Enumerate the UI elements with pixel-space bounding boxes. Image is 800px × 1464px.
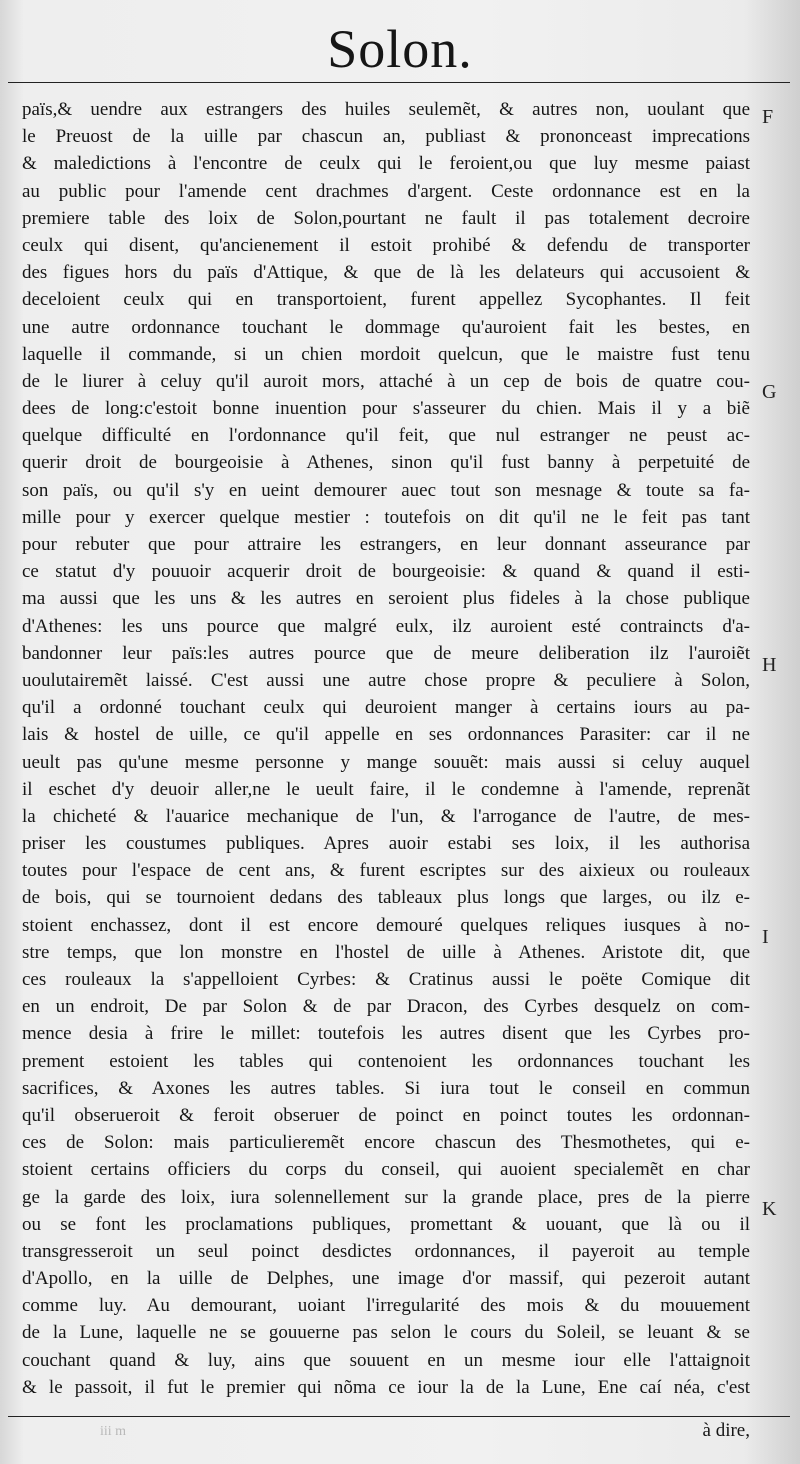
- text-line: païs,& uendre aux estrangers des huiles seulemẽt, & autres non, uoulant que: [22, 99, 750, 120]
- text-line: qu'il obserueroit & feroit obseruer de poinct en poinct toutes les ordonnan-: [22, 1104, 750, 1126]
- text-line: de la Lune, laquelle ne se gouuerne pas selon le cours du Soleil, se leuant & se: [22, 1322, 750, 1344]
- text-line: sacrifices, & Axones les autres tables. Si iura tout le conseil en commun: [22, 1077, 750, 1099]
- text-line: son païs, ou qu'il s'y en ueint demourer auec tout son mesnage & toute sa fa-: [22, 479, 750, 501]
- text-line: en un endroit, De par Solon & de par Dracon, des Cyrbes desquelz on com-: [22, 996, 750, 1018]
- text-line: lais & hostel de uille, ce qu'il appelle en ses ordonnances Parasiter: car il ne: [22, 724, 750, 746]
- text-line: ueult pas qu'une mesme personne y mange souuẽt: mais aussi si celuy auquel: [22, 751, 750, 773]
- text-line: la chicheté & l'auarice mechanique de l'un, & l'arrogance de l'autre, de mes-: [22, 805, 750, 827]
- text-line: des figues hors du païs d'Attique, & que de là les delateurs qui accusoient &: [22, 262, 750, 284]
- margin-letter-k: K: [762, 1198, 777, 1220]
- text-line: laquelle il commande, si un chien mordoit quelcun, que le maistre fust tenu: [22, 343, 750, 365]
- text-line: stoient enchassez, dont il est encore demouré quelques reliques iusques à no-: [22, 914, 750, 936]
- text-line: bandonner leur païs:les autres pource que de meure deliberation ilz l'auroiẽt: [22, 642, 750, 664]
- text-line: qu'il a ordonné touchant ceulx qui deuroient manger à certains iours au pa-: [22, 697, 750, 719]
- text-line: de le liurer à celuy qu'il auroit mors, attaché à un cep de bois de quatre cou-: [22, 370, 750, 392]
- text-line: & maledictions à l'encontre de ceulx qui le feroient,ou que luy mesme paiast: [22, 153, 750, 175]
- text-line: ou se font les proclamations publiques, promettant & uouant, que là ou il: [22, 1213, 750, 1235]
- text-line: d'Apollo, en la uille de Delphes, une image d'or massif, qui pezeroit autant: [22, 1268, 750, 1290]
- body-text: [22, 96, 750, 1401]
- text-line: ma aussi que les uns & les autres en seroient plus fideles à la chose publique: [22, 588, 750, 610]
- text-line: une autre ordonnance touchant le dommage qu'auroient fait les bestes, en: [22, 316, 750, 338]
- text-line: mille pour y exercer quelque mestier : toutefois on dit qu'il ne le feit pas tant: [22, 506, 750, 528]
- catchword: à dire,: [702, 1420, 750, 1441]
- footer-rule: [8, 1416, 790, 1417]
- text-line: ceulx qui disent, qu'ancienement il estoit prohibé & defendu de transporter: [22, 234, 750, 256]
- text-line: ces de Solon: mais particulieremẽt encore chascun des Thesmothetes, qui e-: [22, 1132, 750, 1154]
- margin-letter-g: G: [762, 381, 777, 403]
- text-line: il eschet d'y deuoir aller,ne le ueult faire, il le condemne à l'amende, reprenãt: [22, 778, 750, 800]
- text-line: quelque difficulté en l'ordonnance qu'il feit, que nul estranger ne peust ac-: [22, 425, 750, 447]
- text-line: dees de long:c'estoit bonne inuention pour s'asseurer du chien. Mais il y a biẽ: [22, 398, 750, 420]
- text-line: premiere table des loix de Solon,pourtant ne fault il pas totalement decroire: [22, 207, 750, 229]
- text-line: ge la garde des loix, iura solennellement sur la grande place, pres de la pierre: [22, 1186, 750, 1208]
- text-line: de bois, qui se tournoient dedans des tableaux plus longs que larges, ou ilz e-: [22, 887, 750, 909]
- text-line: & le passoit, il fut le premier qui nõma ce iour la de la Lune, Ene caí néa, c'est: [22, 1376, 750, 1398]
- margin-letter-f: F: [762, 106, 774, 128]
- text-line: pour rebuter que pour attraire les estrangers, en leur donnant asseurance par: [22, 534, 750, 555]
- text-line: prement estoient les tables qui contenoient les ordonnances touchant les: [22, 1050, 750, 1072]
- margin-letter-i: I: [762, 926, 769, 948]
- text-line: toutes pour l'espace de cent ans, & furent escriptes sur des aixieux ou rouleaux: [22, 860, 750, 882]
- header-rule: [8, 82, 790, 83]
- text-line: ce statut d'y pouuoir acquerir droit de bourgeoisie: & quand & quand il esti-: [22, 561, 750, 583]
- margin-letter-h: H: [762, 654, 777, 676]
- page-title: Solon.: [327, 19, 473, 79]
- text-line: priser les coustumes publiques. Apres auoir estabi ses loix, il les authorisa: [22, 833, 750, 855]
- text-line: stre temps, que lon monstre en l'hostel de uille à Athenes. Aristote dit, que: [22, 941, 750, 963]
- text-line: d'Athenes: les uns pource que malgré eulx, ilz auroient esté contraincts d'a-: [22, 615, 750, 637]
- text-line: comme luy. Au demourant, uoiant l'irregularité des mois & du mouuement: [22, 1295, 750, 1317]
- text-line: deceloient ceulx qui en transportoient, furent appellez Sycophantes. Il feit: [22, 289, 750, 311]
- text-line: au public pour l'amende cent drachmes d'argent. Ceste ordonnance est en la: [22, 180, 750, 202]
- text-line: uoulutairemẽt laissé. C'est aussi une autre chose propre & peculiere à Solon,: [22, 669, 750, 691]
- text-line: transgresseroit un seul poinct desdictes ordonnances, il payeroit au temple: [22, 1240, 750, 1262]
- text-line: le Preuost de la uille par chascun an, publiast & prononceast imprecations: [22, 126, 750, 148]
- text-line: stoient certains officiers du corps du conseil, qui auoient specialemẽt en char: [22, 1159, 750, 1181]
- signature-mark: iii m: [100, 1424, 127, 1439]
- text-line: querir droit de bourgeoisie à Athenes, sinon qu'il fust banny à perpetuité de: [22, 452, 750, 474]
- text-line: mence desia à frire le millet: toutefois les autres disent que les Cyrbes pro-: [22, 1023, 750, 1045]
- text-line: ces rouleaux la s'appelloient Cyrbes: & Cratinus aussi le poëte Comique dit: [22, 969, 750, 990]
- text-line: couchant quand & luy, ains que souuent en un mesme iour elle l'attaignoit: [22, 1349, 750, 1371]
